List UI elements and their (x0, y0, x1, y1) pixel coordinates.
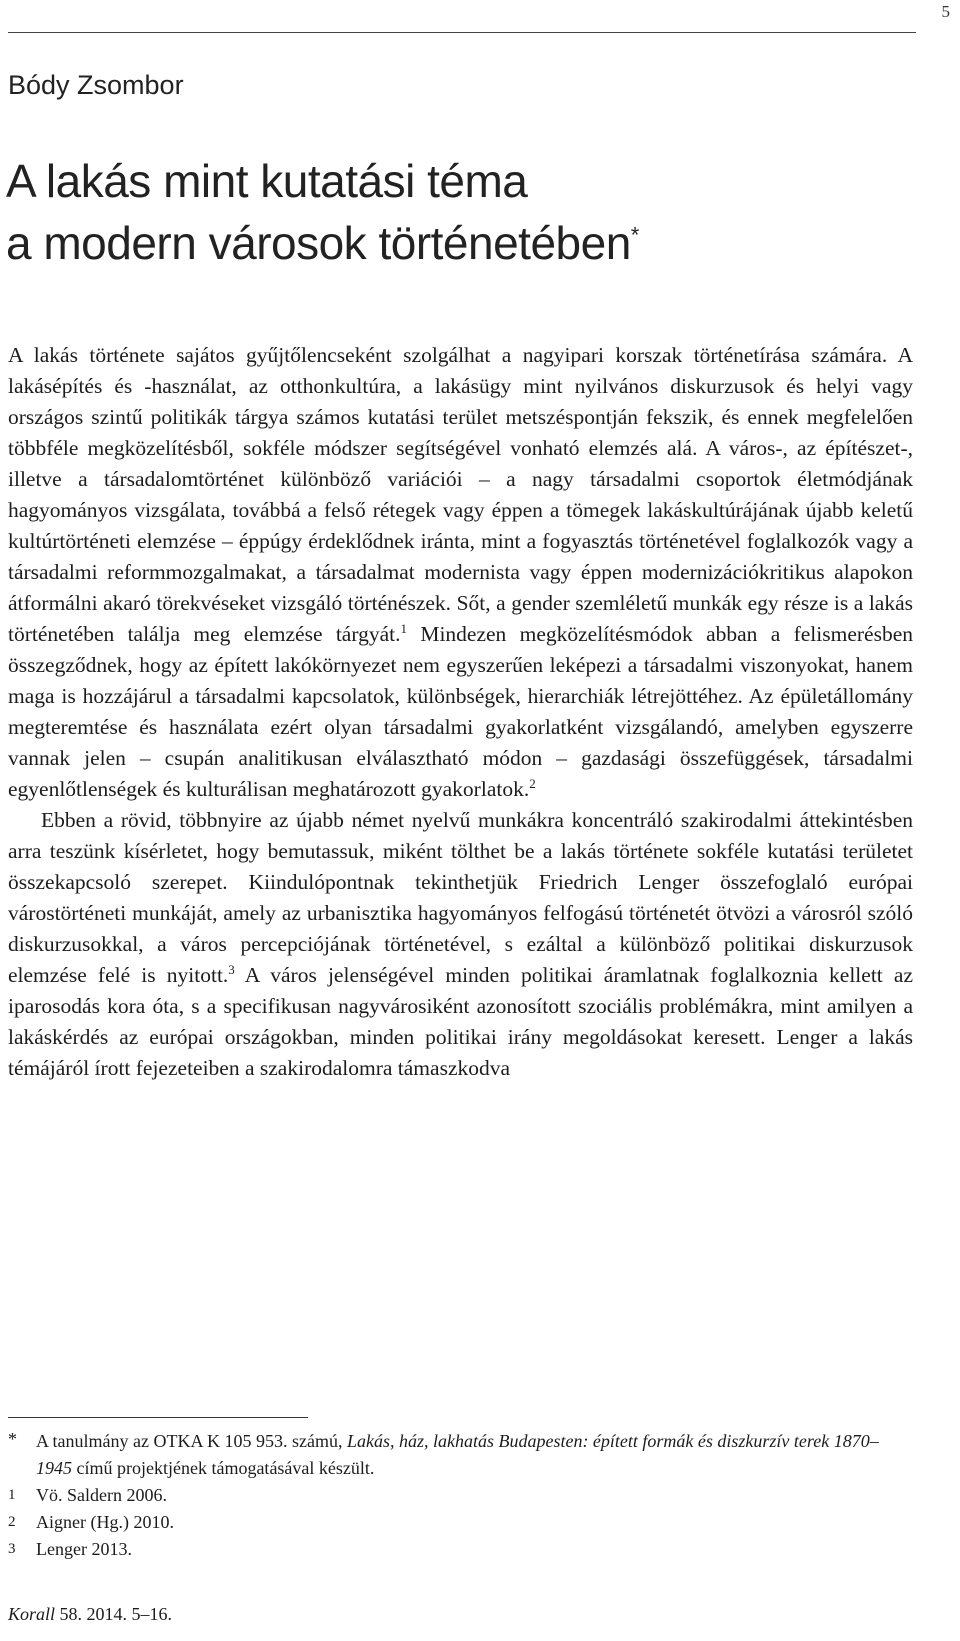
article-title (6, 150, 639, 274)
title-footnote-mark[interactable]: * (630, 222, 639, 248)
footnote-star-mark: * (8, 1429, 17, 1449)
header-rule (8, 32, 916, 33)
footnote-ref-3[interactable]: 3 (228, 961, 235, 977)
footnote-2-text: Aigner (Hg.) 2010. (36, 1512, 174, 1532)
page-number: 5 (941, 2, 950, 21)
paragraph-2-part-b: A város jelenségével minden politikai áramlatnak foglalkoznia kellett az iparosodás kora óta, s a specifikusan nagyvárosiként azonosított szociális problémákra, mint amilyen a lakáskérdés az európai országokban, minden politikai irány megoldásokat keresett. Lenger a lakás témájáról írott fejezeteiben a szakirodalomra támaszkodva (8, 963, 913, 1080)
article-body (8, 340, 913, 1084)
journal-citation (8, 1604, 172, 1625)
footnote-1-mark: 1 (8, 1487, 16, 1503)
paragraph-1-part-b: Mindezen megközelítésmódok abban a felismerésben összegződnek, hogy az épített lakókörnyezet nem egyszerűen leképezi a társadalmi viszonyokat, hanem maga is hozzájárul a társadalmi kapcsolatok, különbségek, hierarchiák létrejöttéhez. Az épületállomány megteremtése és használata ezért olyan társadalmi gyakorlatként vizsgálandó, amelyben egyszerre vannak jelen – csupán analitikusan elválasztható módon – gazdasági összefüggések, társadalmi egyenlőtlenségek és kulturálisan meghatározott gyakorlatok. (8, 622, 913, 801)
footnote-ref-1[interactable]: 1 (400, 620, 408, 636)
title-line-1: A lakás mint kutatási téma (6, 155, 528, 207)
footnote-1 (8, 1482, 913, 1509)
footnotes (8, 1428, 913, 1563)
footnote-3-text: Lenger 2013. (36, 1539, 132, 1559)
journal-details: 58. 2014. 5–16. (55, 1604, 173, 1624)
paragraph-2-part-a: Ebben a rövid, többnyire az újabb német nyelvű munkákra koncentráló szakirodalmi áttekintésben arra teszünk kísérletet, hogy bemutassuk, miként tölthet be a lakás története sokféle kutatási területet összekapcsoló szerepet. Kiindulópontnak tekinthetjük Friedrich Lenger összefoglaló európai várostörténeti munkáját, amely az urbanisztika hagyományos felfogású történetét ötvözi a városról szóló diskurzusokkal, a város percepciójának történetével, s ezáltal a különböző politikai diskurzusok elemzése felé is nyitott. (8, 808, 913, 987)
paragraph-2 (8, 805, 913, 1084)
footnote-star-text-a: A tanulmány az OTKA K 105 953. számú, (36, 1431, 347, 1451)
paragraph-1 (8, 340, 913, 805)
footnote-2-mark: 2 (8, 1514, 16, 1530)
footnote-star (8, 1428, 913, 1482)
title-line-2 (6, 212, 639, 274)
title-line-2-text: a modern városok történetében (6, 217, 631, 269)
footnote-rule (8, 1417, 308, 1418)
footnote-star-project-title: Lakás, ház, lakhatás Budapesten: épített formák és diszkurzív terek 1870–1945 (36, 1431, 879, 1478)
footnote-star-text-b: című projektjének támogatásával készült. (72, 1458, 375, 1478)
footnote-ref-2[interactable]: 2 (529, 775, 536, 791)
footnote-1-text: Vö. Saldern 2006. (36, 1485, 167, 1505)
journal-name: Korall (8, 1604, 56, 1624)
paragraph-1-part-a: A lakás története sajátos gyűjtőlencseként szolgálhat a nagyipari korszak történetírása számára. A lakásépítés és -használat, az otthonkultúra, a lakásügy mint nyilvános diskurzusok és helyi vagy országos szintű politikák tárgya számos kutatási terület metszéspontján fekszik, és ennek megfelelően többféle megközelítésből, sokféle módszer segítségével vonható elemzés alá. A város-, az építészet-, illetve a társadalomtörténet különböző variációi – a nagy társadalmi csoportok életmódjának hagyományos vizsgálata, továbbá a felső rétegek vagy éppen a tömegek lakáskultúrájának újabb keletű kultúrtörténeti elemzése – éppúgy érdeklődnek iránta, mint a fogyasztás történetével foglalkozók vagy a társadalmi reformmozgalmakat, a társadalmat modernista vagy éppen modernizációkritikus alapokon átformálni akaró törekvéseket vizsgáló történészek. Sőt, a gender szemléletű munkák egy része is a lakás történetében találja meg elemzése tárgyát. (8, 343, 913, 646)
footnote-3-mark: 3 (8, 1541, 16, 1557)
footnote-2 (8, 1509, 913, 1536)
footnote-3 (8, 1536, 913, 1563)
author-name: Bódy Zsombor (8, 70, 184, 100)
